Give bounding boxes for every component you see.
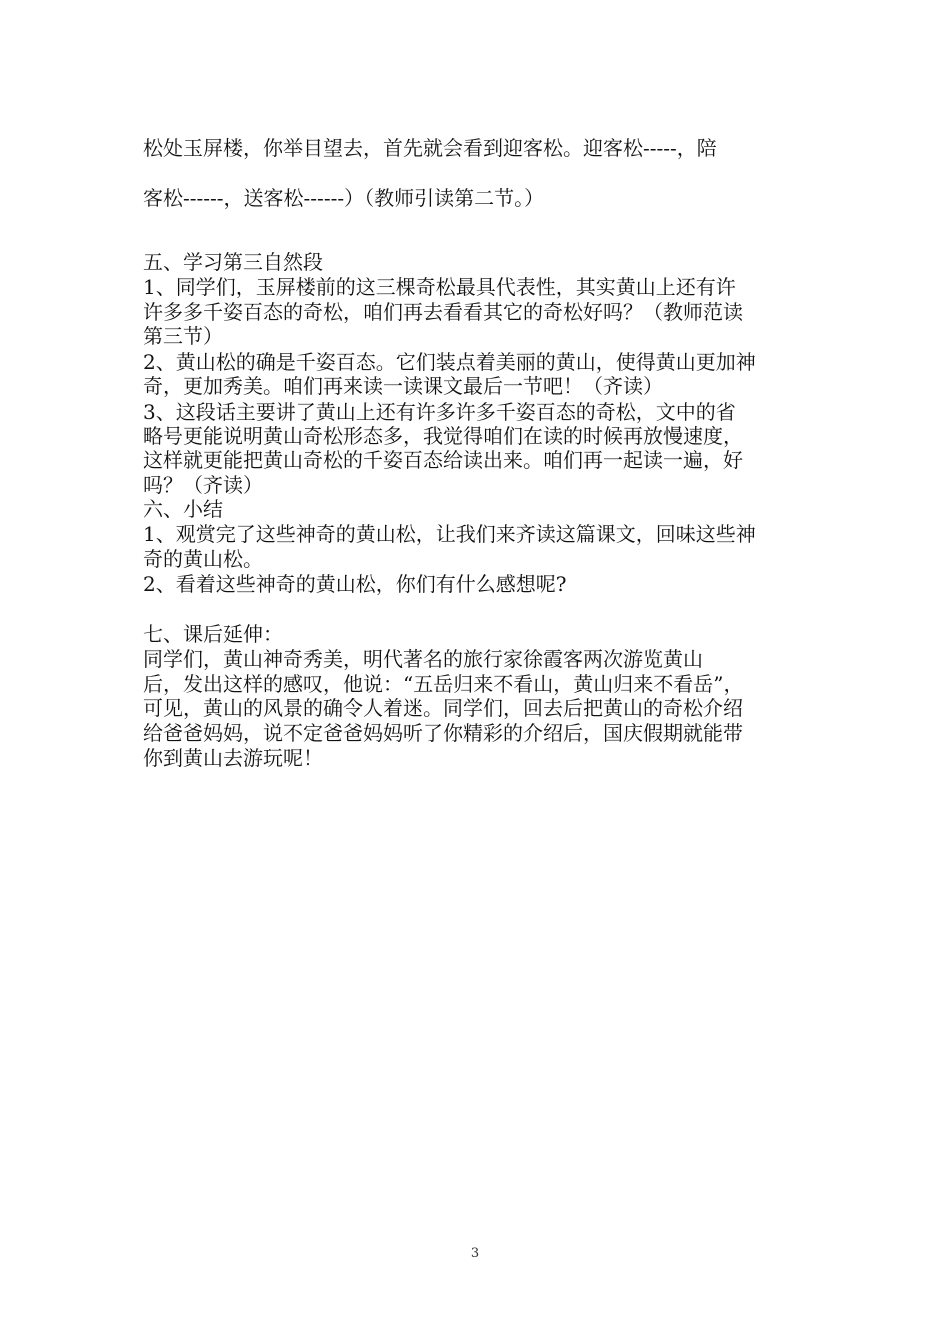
- section-heading-six: 六、小结: [143, 497, 223, 521]
- text-line: 给爸爸妈妈，说不定爸爸妈妈听了你精彩的介绍后，国庆假期就能带: [143, 721, 743, 745]
- text-line: 奇的黄山松。: [143, 547, 263, 571]
- text-line: 这样就更能把黄山奇松的千姿百态给读出来。咱们再一起读一遍，好: [143, 448, 743, 472]
- text-line: 第三节）: [143, 324, 223, 348]
- section-heading-seven: 七、课后延伸：: [143, 622, 283, 646]
- section-heading-five: 五、学习第三自然段: [143, 250, 323, 274]
- text-line: 奇，更加秀美。咱们再来读一读课文最后一节吧！（齐读）: [143, 374, 663, 398]
- text-line: 许多多千姿百态的奇松，咱们再去看看其它的奇松好吗？（教师范读: [143, 300, 743, 324]
- text-line: 略号更能说明黄山奇松形态多，我觉得咱们在读的时候再放慢速度，: [143, 424, 743, 448]
- text-line: 你到黄山去游玩呢！: [143, 746, 323, 770]
- text-line: 客松------，送客松------）（教师引读第二节。）: [143, 186, 545, 210]
- page-number: 3: [470, 1246, 480, 1261]
- text-line: 3、这段话主要讲了黄山上还有许多许多千姿百态的奇松，文中的省: [143, 400, 736, 424]
- text-line: 2、看着这些神奇的黄山松，你们有什么感想呢?: [143, 572, 567, 596]
- text-line: 2、黄山松的确是千姿百态。它们装点着美丽的黄山，使得黄山更加神: [143, 350, 756, 374]
- text-line: 可见，黄山的风景的确令人着迷。同学们，回去后把黄山的奇松介绍: [143, 696, 743, 720]
- text-line: 吗？（齐读）: [143, 473, 263, 497]
- text-line: 1、观赏完了这些神奇的黄山松，让我们来齐读这篇课文，回味这些神: [143, 522, 756, 546]
- text-line: 后，发出这样的感叹，他说：“五岳归来不看山，黄山归来不看岳”，: [143, 672, 744, 696]
- text-line: 1、同学们，玉屏楼前的这三棵奇松最具代表性，其实黄山上还有许: [143, 275, 736, 299]
- text-line: 松处玉屏楼，你举目望去，首先就会看到迎客松。迎客松-----，陪: [143, 136, 717, 160]
- text-line: 同学们，黄山神奇秀美，明代著名的旅行家徐霞客两次游览黄山: [143, 647, 703, 671]
